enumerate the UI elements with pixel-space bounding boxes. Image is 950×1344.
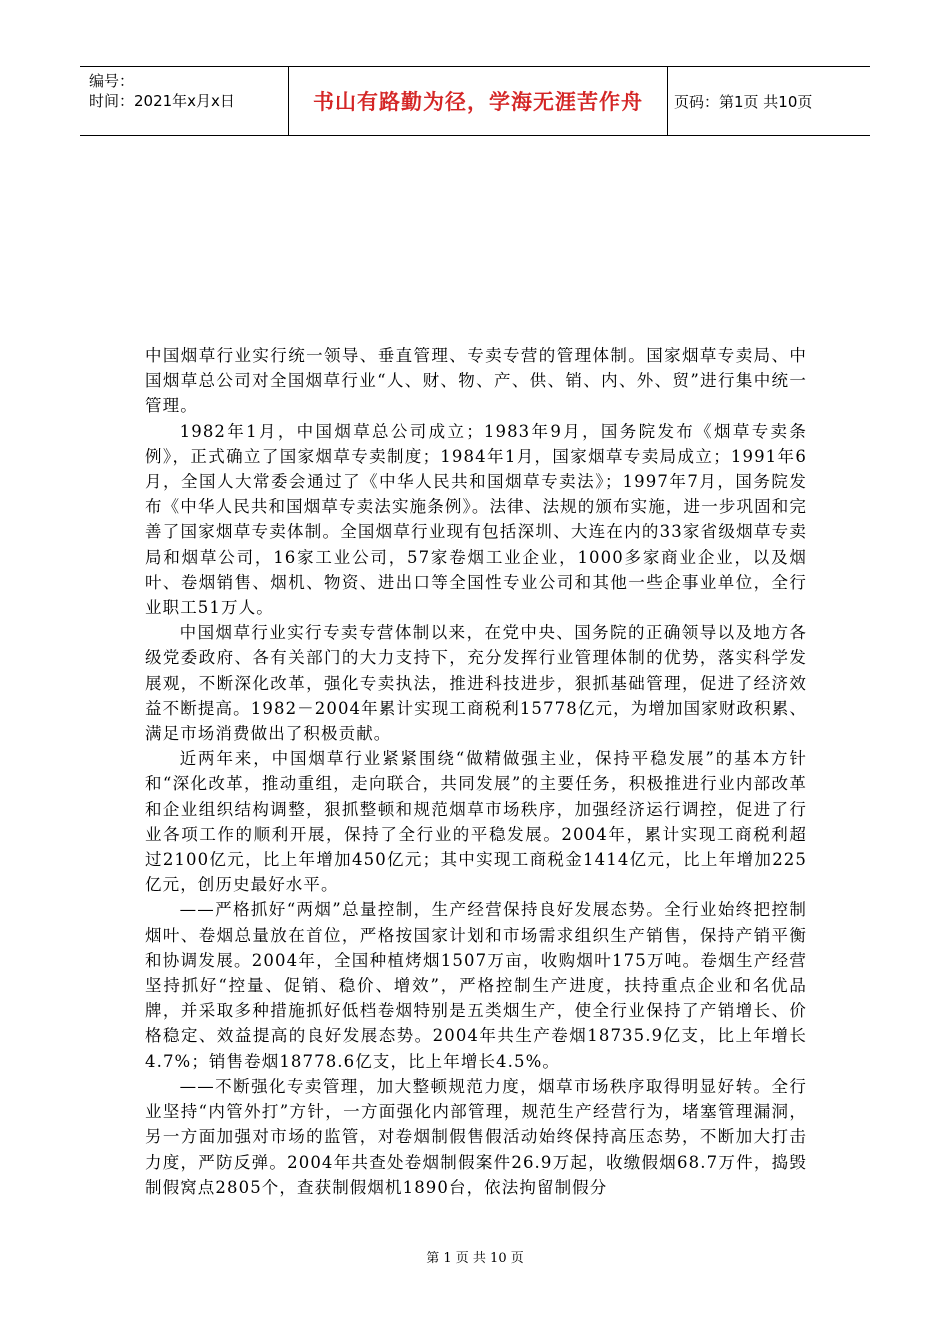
- document-number: 编号：: [89, 72, 135, 90]
- header-motto-cell: [289, 67, 668, 136]
- paragraph-6: ——不断强化专卖管理，加大整顿规范力度，烟草市场秩序取得明显好转。全行业坚持“内管外打”方针，一方面强化内部管理，规范生产经营行为，堵塞管理漏洞，另一方面加强对市场的监管，对卷烟制假售假活动始终保持高压态势，不断加大打击力度，严防反弹。2004年共查处卷烟制假案件26.9万起，收缴假烟68.7万件，捣毁制假窝点2805个，查获制假烟机1890台，依法拘留制假分: [145, 1076, 807, 1197]
- document-date: 时间：2021年x月x日: [89, 92, 235, 110]
- header-motto: 书山有路勤为径，学海无涯苦作舟: [313, 90, 643, 114]
- paragraph-5: ——严格抓好“两烟”总量控制，生产经营保持良好发展态势。全行业始终把控制烟叶、卷烟总量放在首位，严格按国家计划和市场需求组织生产销售，保持产销平衡和协调发展。2004年，全国种植烤烟1507万亩，收购烟叶175万吨。卷烟生产经营坚持抓好“控量、促销、稳价、增效”，严格控制生产进度，扶持重点企业和名优品牌，并采取多种措施抓好低档卷烟特别是五类烟生产，使全行业保持了产销增长、价格稳定、效益提高的良好发展态势。2004年共生产卷烟18735.9亿支，比上年增长4.7%；销售卷烟18778.6亿支，比上年增长4.5%。: [145, 900, 807, 1071]
- header-page-info: 页码：第1页 共10页: [668, 67, 871, 136]
- paragraph-2: 1982年1月，中国烟草总公司成立；1983年9月，国务院发布《烟草专卖条例》，正式确立了国家烟草专卖制度；1984年1月，国家烟草专卖局成立；1991年6月，全国人大常委会通过了《中华人民共和国烟草专卖法》；1997年7月，国务院发布《中华人民共和国烟草专卖法实施条例》。法律、法规的颁布实施，进一步巩固和完善了国家烟草专卖体制。全国烟草行业现有包括深圳、大连在内的33家省级烟草专卖局和烟草公司，16家工业公司，57家卷烟工业企业，1000多家商业企业，以及烟叶、卷烟销售、烟机、物资、进出口等全国性专业公司和其他一些企事业单位，全行业职工51万人。: [145, 421, 807, 618]
- page-header: [80, 66, 870, 136]
- document-body: [145, 343, 807, 1200]
- paragraph-4: 近两年来，中国烟草行业紧紧围绕“做精做强主业，保持平稳发展”的基本方针和“深化改革，推动重组，走向联合，共同发展”的主要任务，积极推进行业内部改革和企业组织结构调整，狠抓整顿和规范烟草市场秩序，加强经济运行调控，促进了行业各项工作的顺利开展，保持了全行业的平稳发展。2004年，累计实现工商税利超过2100亿元，比上年增加450亿元；其中实现工商税金1414亿元，比上年增加225亿元，创历史最好水平。: [145, 749, 807, 895]
- paragraph-1: 中国烟草行业实行统一领导、垂直管理、专卖专营的管理体制。国家烟草专卖局、中国烟草总公司对全国烟草行业“人、财、物、产、供、销、内、外、贸”进行集中统一管理。: [145, 346, 807, 416]
- header-meta-cell: [80, 67, 289, 136]
- paragraph-3: 中国烟草行业实行专卖专营体制以来，在党中央、国务院的正确领导以及地方各级党委政府、各有关部门的大力支持下，充分发挥行业管理体制的优势，落实科学发展观，不断深化改革，强化专卖执法，推进科技进步，狠抓基础管理，促进了经济效益不断提高。1982－2004年累计实现工商税利15778亿元，为增加国家财政积累、满足市场消费做出了积极贡献。: [145, 623, 807, 744]
- page-footer: 第 1 页 共 10 页: [426, 1251, 524, 1266]
